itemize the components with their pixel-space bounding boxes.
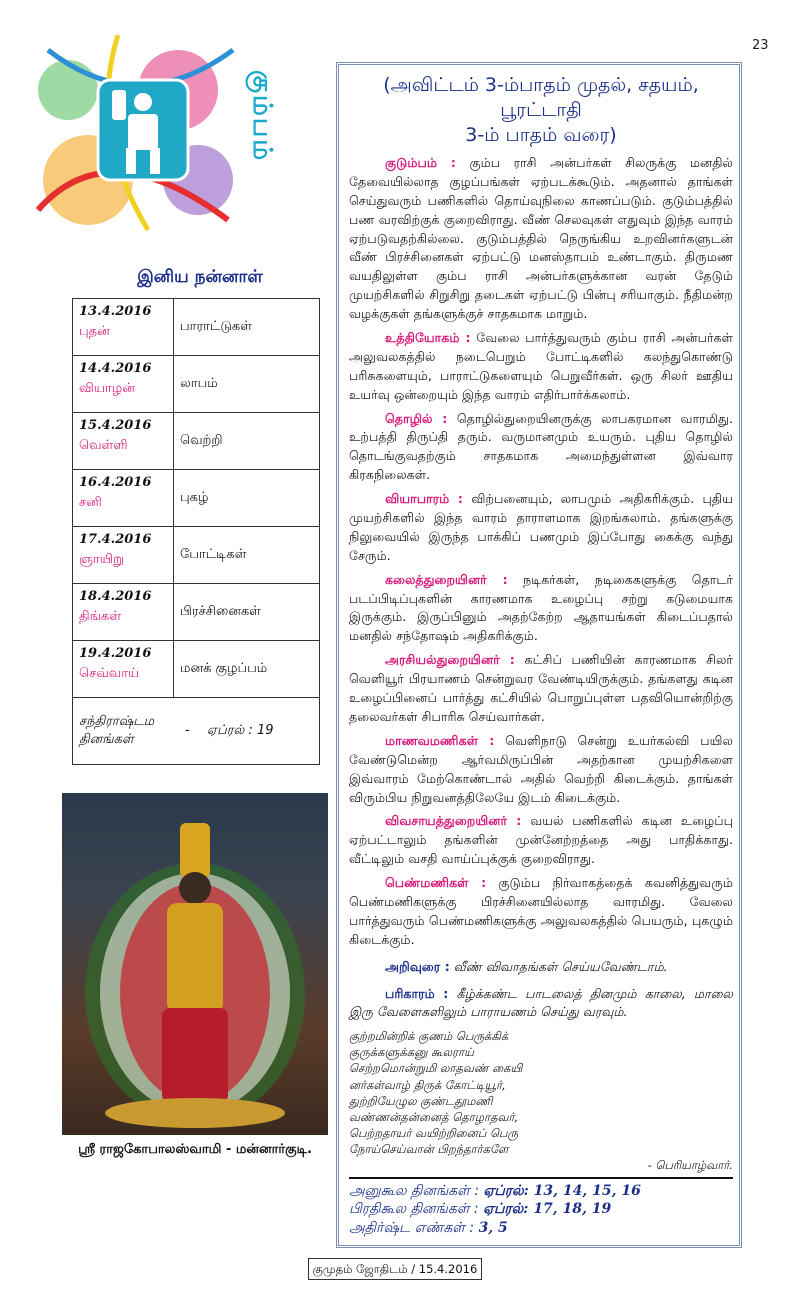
prediction-section [349,154,733,324]
photo-caption: ஸ்ரீ ராஜகோபாலஸ்வாமி - மன்னார்குடி. [78,1141,312,1157]
event: வெற்றி [174,412,320,469]
weekday: செவ்வாய் [79,665,140,681]
weekday: புதன் [79,323,110,339]
lucky-label: அதிர்ஷ்ட எண்கள் : [349,1219,475,1236]
prediction-box [336,62,742,1248]
unfavourable-label: பிரதிகூல தினங்கள் : [349,1201,479,1218]
footer-magazine-date: குமுதம் ஜோதிடம் / 15.4.2016 [308,1258,482,1280]
poem-line: குற்றமின்றிக் குணம் பெருக்கிக் [349,1029,509,1044]
page-number: 23 [752,38,769,53]
poem-line: வண்ணன்தன்னைத் தொழாதவர், [349,1109,519,1124]
lucky-value: 3, 5 [478,1219,508,1236]
poem-line: னர்கள்வாழ் திருக் கோட்டியூர், [349,1077,506,1092]
favourable-days [349,1182,733,1200]
summary [349,1182,733,1237]
heading-line-1: (அவிட்டம் 3-ம்பாதம் முதல், சதயம், பூரட்டாதி [383,74,699,121]
prediction-section [349,812,733,869]
poem-line: நோய்செய்வான் பிறந்தார்களே [349,1141,509,1156]
section-label: விவசாயத்துறையினர் : [385,813,522,829]
weekday: வியாழன் [79,380,135,396]
good-day-row [73,640,320,697]
prediction-body [349,154,733,1022]
prediction-section [349,732,733,808]
date: 17.4.2016 [79,531,152,547]
favourable-label: அனுகூல தினங்கள் : [349,1183,479,1200]
remedy-label: பரிகாரம் : [385,985,449,1001]
section-label: பெண்மணிகள் : [385,875,487,891]
event: மனக் குழப்பம் [174,640,320,697]
chandrashtama-label: சந்திராஷ்டம தினங்கள் [79,713,155,747]
favourable-value: ஏப்ரல்: 13, 14, 15, 16 [483,1183,641,1200]
section-label: உத்தியோகம் : [385,330,471,346]
sign-name: கும்பம் [247,70,277,163]
date-cell [73,526,174,583]
weekday: சனி [79,494,102,510]
event: பாராட்டுகள் [174,298,320,355]
weekday: வெள்ளி [79,437,128,453]
section-text: தொழில்துறையினருக்கு லாபகரமான வாரமிது. உற்பத்தி திருப்தி தரும். வருமானமும் உயரும். புதிய தொழில் தொடங்குவதற்கும் சாதகமாக அமைந்துள்ளன இவ்வார கிரகநிலைகள். [349,410,733,483]
date: 19.4.2016 [79,645,152,661]
unfavourable-days [349,1200,733,1218]
poem-line: பெற்றதாயர் வயிற்றினைப் பெரு [349,1125,519,1140]
section-label: மாணவமணிகள் : [385,732,495,748]
prediction-section [349,410,733,486]
section-text: வெளிநாடு சென்று உயர்கல்வி பயில வேண்டுமென்ற ஆர்வமிருப்பின் அதற்கான முயற்சிகளை இவ்வாரம் மேற்கொண்டால் அதில் வெற்றி கிடைக்கும். தாங்கள் விரும்பிய நிறுவனத்திலேயே இடம் கிடைக்கும். [349,732,733,805]
date-cell [73,640,174,697]
advice-label: அறிவுரை : [385,958,450,974]
kumbam-sign-logo [28,30,243,235]
section-label: வியாபாரம் : [385,491,463,507]
date: 15.4.2016 [79,417,152,433]
advice [349,958,733,977]
section-label: கலைத்துறையினர் : [385,571,508,587]
divider [349,1177,733,1179]
good-day-row [73,469,320,526]
section-text: கட்சிப் பணியின் காரணமாக சிலர் வெளியூர் பிரயாணம் சென்றுவர வேண்டியிருக்கும். தங்களது கடின உழைப்பினைப் பார்த்து கட்சியில் பொறுப்புள்ள பதவியொன்றிற்கு தலைவர்கள் சிபாரிசு செய்வார்கள். [349,652,733,724]
good-days-table [72,298,320,765]
good-day-row [73,583,320,640]
date-cell [73,583,174,640]
prediction-section [349,329,733,405]
poem-line: துற்றியேழுல குண்டதூமணி [349,1093,493,1108]
section-text: குடும்ப நிர்வாகத்தைக் கவனித்துவரும் பெண்மணிகளுக்கு பிரச்சினையில்லாத வாரமிது. வேலை பார்த்துவரும் பெண்மணிகளுக்கு அலுவலகத்தில் பெயரும், புகழும் கிடைக்கும். [349,875,733,947]
left-column [62,266,328,1159]
deity-photo [62,793,328,1135]
section-label: குடும்பம் : [385,155,456,170]
weekday: திங்கள் [79,608,122,624]
section-text: கும்ப ராசி அன்பர்கள் சிலருக்கு மனதில் தேவையில்லாத குழப்பங்கள் ஏற்படக்கூடும். அதனால் தாங்கள் செய்துவரும் பணிகளில் தொய்வுநிலை காணப்படும். குடும்பத்தில் பண வரவிற்குக் குறைவிராது. வீண் செலவுகள் எதுவும் இந்த வாரம் ஏற்படுவதற்கில்லை. குடும்பத்தில் நெருங்கிய உறவினர்களுடன் வீண் பிரச்சினைகள் ஏற்பட்டு மனஸ்தாபம் உண்டாகும். திருமண வயதிலுள்ள கும்ப ராசி அன்பர்களுக்கான வரன் தேடும் முயற்சிகளில் சிறுசிறு தடைகள் ஏற்பட்டு பின்பு சரியாகும். நீதிமன்ற வழக்குகள் தங்களுக்குச் சாதகமாக மாறும். [349,155,733,322]
good-day-row [73,412,320,469]
remedy [349,985,733,1023]
prediction-section [349,571,733,647]
chandrashtama-value: ஏப்ரல் : 19 [207,722,274,738]
poem-author: - பெரியாழ்வார். [647,1158,733,1173]
poem-line: செற்றமொன்றுமி லாதவண் கையி [349,1061,523,1076]
date: 16.4.2016 [79,474,152,490]
section-text: வேலை பார்த்துவரும் கும்ப ராசி அன்பர்கள் அலுவலகத்தில் நடைபெறும் போட்டிகளில் கலந்துகொண்டு பரிசுகளையும், பாராட்டுகளையும் பெறுவீர்கள். ஒரு சிலர் ஊதிய உயர்வு ஒன்றையும் இந்த வாரம் எதிர்பார்க்கலாம். [349,330,733,402]
poem [349,1028,733,1173]
prediction-section [349,490,733,566]
event: பிரச்சினைகள் [174,583,320,640]
section-label: அரசியல்துறையினர் : [385,652,515,668]
event: லாபம் [174,355,320,412]
lucky-numbers [349,1219,733,1237]
prediction-section [349,651,733,727]
poem-line: குருக்களுக்கனு கூலராய் [349,1045,474,1060]
date: 14.4.2016 [79,360,152,376]
date-cell [73,355,174,412]
date-cell [73,412,174,469]
event: போட்டிகள் [174,526,320,583]
date-cell [73,298,174,355]
weekday: ஞாயிறு [79,551,124,567]
section-text: வயல் பணிகளில் கடின உழைப்பு ஏற்பட்டாலும் தங்களின் முன்னேற்றத்தை அது பாதிக்காது. வீட்டிலும் வசதி வாய்ப்புக்குக் குறைவிராது. [349,813,733,867]
good-days-title: இனிய நன்னாள் [137,267,263,287]
date: 13.4.2016 [79,303,152,319]
date: 18.4.2016 [79,588,152,604]
good-day-row [73,526,320,583]
section-label: தொழில் : [385,410,448,426]
date-cell [73,469,174,526]
prediction-section [349,874,733,950]
section-text: விற்பனையும், லாபமும் அதிகரிக்கும். புதிய முயற்சிகளில் இந்த வாரம் தாராளமாக இறங்கலாம். தங்களுக்கு நிலுவையில் இருந்த பாக்கிப் பணமும் இப்போது கைக்கு வந்து சேரும். [349,491,733,563]
good-day-row [73,355,320,412]
section-text: நடிகர்கள், நடிகைகளுக்கு தொடர் படப்பிடிப்புகளின் காரணமாக உழைப்பு சற்று கடுமையாக இருக்கும். இருப்பினும் அதற்கேற்ற ஆதாயங்கள் கிடைப்பதால் மனதில் சந்தோஷம் அதிகரிக்கும். [349,571,733,644]
remedy-text: கீழ்க்கண்ட பாடலைத் தினமும் காலை, மாலை இரு வேளைகளிலும் பாராயணம் செய்து வரவும். [349,985,733,1020]
chandrashtama-row [73,697,320,764]
chandrashtama-dash: - [185,722,190,738]
star-range-heading [353,73,729,148]
heading-line-2: 3-ம் பாதம் வரை) [465,124,617,146]
unfavourable-value: ஏப்ரல்: 17, 18, 19 [483,1201,612,1218]
advice-text: வீண் விவாதங்கள் செய்யவேண்டாம். [453,958,668,974]
good-day-row [73,298,320,355]
event: புகழ் [174,469,320,526]
